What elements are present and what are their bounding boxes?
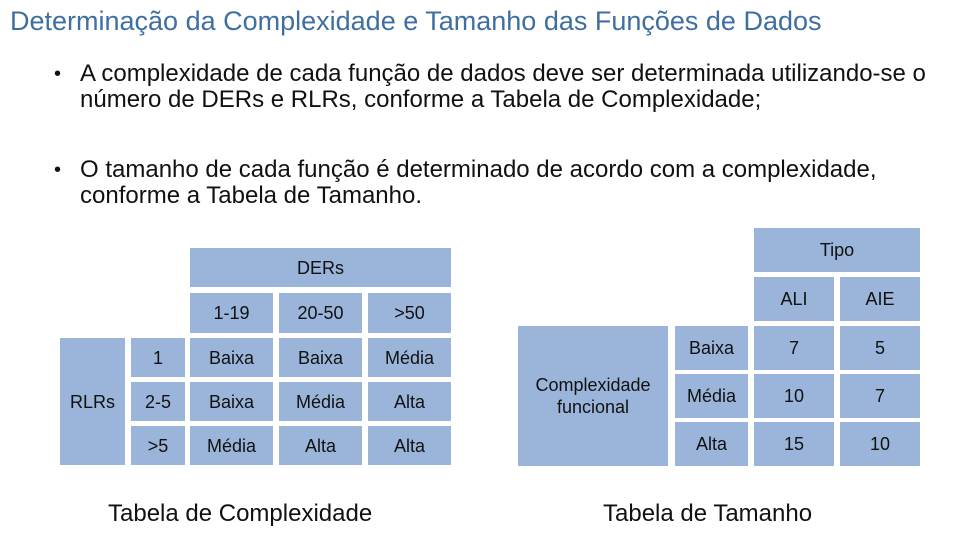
size-row-group-header: Complexidade funcional — [518, 326, 668, 466]
size-row-header: Baixa — [675, 326, 748, 370]
size-col-header: AIE — [840, 277, 920, 321]
complexity-col-header: 1-19 — [190, 293, 273, 333]
complexity-cell: Baixa — [279, 338, 362, 377]
complexity-cell: Alta — [368, 382, 451, 421]
bullet-marker: • — [54, 159, 62, 181]
complexity-cell: Média — [279, 382, 362, 421]
complexity-row-group-header: RLRs — [60, 338, 125, 465]
complexity-cell: Média — [368, 338, 451, 377]
complexity-cell: Baixa — [190, 382, 273, 421]
size-cell: 15 — [754, 422, 834, 466]
size-cell: 7 — [754, 326, 834, 370]
complexity-cell: Média — [190, 426, 273, 465]
size-col-group-header: Tipo — [754, 228, 920, 272]
complexity-table-caption: Tabela de Complexidade — [108, 500, 373, 527]
size-table-caption: Tabela de Tamanho — [603, 500, 813, 527]
complexity-row-header: >5 — [131, 426, 185, 465]
size-row-header: Média — [675, 374, 748, 418]
size-cell: 5 — [840, 326, 920, 370]
complexity-cell: Alta — [368, 426, 451, 465]
bullet-text: A complexidade de cada função de dados deve ser determinada utilizando-se o número de DERs e RLRs, conforme a Tabela de Complexidade; — [80, 60, 926, 113]
bullet-text: O tamanho de cada função é determinado de acordo com a complexidade, conforme a Tabela de Tamanho. — [80, 156, 877, 209]
complexity-col-header: 20-50 — [279, 293, 362, 333]
size-cell: 7 — [840, 374, 920, 418]
size-col-header: ALI — [754, 277, 834, 321]
complexity-col-header: >50 — [368, 293, 451, 333]
complexity-cell: Baixa — [190, 338, 273, 377]
complexity-cell: Alta — [279, 426, 362, 465]
complexity-row-header: 1 — [131, 338, 185, 377]
bullet-marker: • — [54, 63, 62, 85]
slide-title: Determinação da Complexidade e Tamanho das Funções de Dados — [10, 6, 822, 36]
complexity-col-group-header: DERs — [190, 248, 451, 287]
size-row-header: Alta — [675, 422, 748, 466]
size-cell: 10 — [840, 422, 920, 466]
size-cell: 10 — [754, 374, 834, 418]
complexity-row-header: 2-5 — [131, 382, 185, 421]
